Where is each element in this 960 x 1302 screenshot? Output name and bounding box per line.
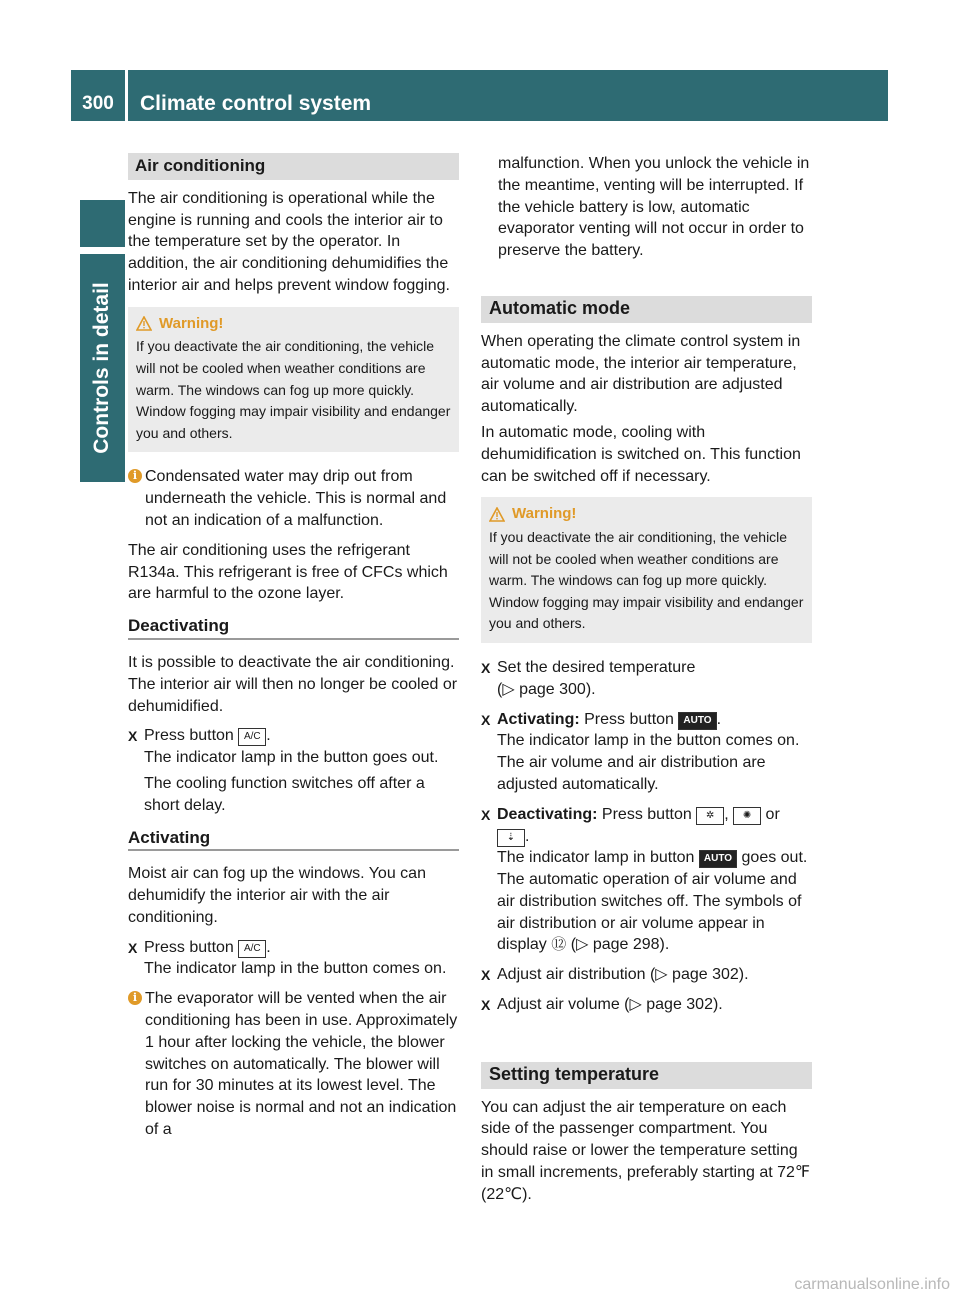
spacer	[481, 1024, 812, 1062]
step-arrow-icon: X	[481, 967, 491, 984]
step-line: Adjust air distribution (▷ page 302).	[497, 966, 749, 984]
info-text: Condensated water may drip out from underneath the vehicle. This is normal and not an indication of a malfunction.	[145, 468, 447, 529]
page-number: 300	[82, 93, 114, 114]
fan-low-icon: ✲	[696, 807, 724, 825]
spacer	[481, 270, 812, 296]
step-ref: (▷ page 298).	[570, 936, 670, 954]
auto-button-icon: AUTO	[699, 850, 737, 868]
step-line: Activating: Press button AUTO . The indicator lamp in the button comes on. The air volume and air distribution are adjusted automatically.	[497, 710, 800, 793]
step-line3: The cooling function switches off after a short delay.	[144, 774, 425, 814]
temp-heading: Setting temperature	[481, 1062, 812, 1089]
warning-box	[128, 307, 459, 453]
step-line: Press button A/C . The indicator lamp in the button comes on.	[144, 938, 447, 978]
step-arrow-icon: X	[481, 997, 491, 1014]
step-item	[481, 709, 812, 796]
info-icon: i	[128, 469, 142, 483]
step-label: Activating:	[497, 710, 580, 728]
chapter-tab-square-top	[80, 200, 125, 247]
info-continuation: malfunction. When you unlock the vehicle in the meantime, venting will be interrupted. If the vehicle battery is low, automatic evaporator venting will not occur in order to preserve the battery.	[498, 155, 810, 260]
step-arrow-icon: X	[128, 939, 138, 956]
auto-button-icon: AUTO	[678, 712, 716, 730]
warning-title-text: Warning!	[512, 505, 577, 523]
step-line2-b: goes out.	[741, 849, 808, 867]
step-prefix: Press button	[601, 805, 692, 823]
info-note	[128, 466, 459, 531]
warning-text: If you deactivate the air conditioning, the vehicle will not be cooled when weather conditions are warm. The windows can fog up more quickly. Window fogging may impair visibility and endanger you and others.	[489, 528, 804, 632]
step-prefix: Press button	[144, 727, 234, 745]
step-line2: The indicator lamp in the button comes on. The air volume and air distribution are adjusted automatically.	[497, 732, 800, 793]
step-item	[481, 964, 812, 986]
step-prefix: Press button	[584, 710, 674, 728]
auto-paragraph-2: In automatic mode, cooling with dehumidification is switched on. This function can be switched off if necessary.	[481, 423, 801, 485]
step-item	[128, 725, 459, 816]
warning-triangle-icon	[489, 507, 505, 522]
step-line	[497, 657, 812, 701]
step-or: or	[765, 805, 780, 823]
deactivating-heading: Deactivating	[128, 615, 459, 640]
step-item	[128, 937, 459, 981]
step-line3: The automatic operation of air volume and air distribution switches off. The symbols of air distribution or air volume appear in display	[497, 871, 802, 954]
step-item	[481, 804, 812, 957]
watermark: carmanualsonline.info	[794, 1276, 950, 1293]
warning-box	[481, 497, 812, 643]
step-line: Press button A/C . The indicator lamp in the button goes out.	[144, 727, 439, 767]
temp-paragraph: You can adjust the air temperature on each side of the passenger compartment. You should raise or lower the temperature setting in small increments, preferably starting at 72℉ (22℃).	[481, 1098, 811, 1203]
section-title: Climate control system	[140, 92, 372, 115]
step-label: Deactivating:	[497, 805, 598, 823]
auto-paragraph-1: When operating the climate control system in automatic mode, the interior air temperature, air volume and air distribution are adjusted automatically.	[481, 332, 801, 416]
step-ref: (▷ page 300).	[497, 680, 596, 698]
ac-button-icon: A/C	[238, 940, 266, 958]
activating-paragraph: Moist air can fog up the windows. You can dehumidify the interior air with the air conditioning.	[128, 865, 426, 926]
step-arrow-icon: X	[481, 806, 491, 823]
warning-title-text: Warning!	[159, 314, 224, 332]
air-distribution-icon: ⇣	[497, 829, 525, 847]
ac-button-icon: A/C	[238, 728, 266, 746]
header-divider	[125, 70, 128, 121]
left-column	[128, 153, 459, 1149]
step-line2: The indicator lamp in the button goes out.	[144, 749, 439, 767]
step-text: Set the desired temperature	[497, 658, 696, 676]
activating-heading: Activating	[128, 827, 459, 852]
fan-high-icon: ✺	[733, 807, 761, 825]
refrigerant-paragraph: The air conditioning uses the refrigerant R134a. This refrigerant is free of CFCs which are harmful to the ozone layer.	[128, 541, 448, 603]
step-item	[481, 657, 812, 701]
display-ref-icon: ⑫	[551, 936, 567, 954]
info-text: The evaporator will be vented when the air conditioning has been in use. Approximately 1 hour after locking the vehicle, the blower switches on automatically. The blower will run for 30 minutes at its lowest level. The blower noise is normal and not an indication of a	[145, 990, 458, 1139]
warning-triangle-icon	[136, 316, 152, 331]
step-prefix: Press button	[144, 938, 234, 956]
warning-title	[489, 503, 804, 525]
step-line2: The indicator lamp in the button comes on.	[144, 960, 447, 978]
deactivating-paragraph: It is possible to deactivate the air conditioning. The interior air will then no longer be cooled or dehumidified.	[128, 653, 458, 715]
info-icon: i	[128, 991, 142, 1005]
warning-text: If you deactivate the air conditioning, the vehicle will not be cooled when weather conditions are warm. The windows can fog up more quickly. Window fogging may impair visibility and endanger you and others.	[136, 338, 451, 441]
chapter-tab-label: Controls in detail	[90, 282, 113, 454]
info-note	[128, 988, 459, 1141]
step-line2-a: The indicator lamp in button	[497, 849, 695, 867]
step-arrow-icon: X	[481, 659, 491, 676]
step-line: Adjust air volume (▷ page 302).	[497, 996, 723, 1014]
auto-heading: Automatic mode	[481, 296, 812, 323]
right-column	[481, 153, 812, 1214]
warning-title	[136, 313, 451, 335]
step-arrow-icon: X	[128, 728, 138, 745]
ac-paragraph: The air conditioning is operational while the engine is running and cools the interior air to the temperature set by the operator. In addition, the air conditioning dehumidifies the interior air and helps prevent window fogging.	[128, 189, 450, 294]
step-arrow-icon: X	[481, 711, 491, 728]
ac-heading: Air conditioning	[128, 153, 459, 180]
step-line: Deactivating: Press button ✲ , ✺ or ⇣ . The indicator lamp in button AUTO goes out. The automatic operation of air volume and air distribution switches off. The symbols of air distribution or air volume appear in display ⑫ (▷ page 298).	[497, 805, 808, 954]
step-item	[481, 994, 812, 1016]
